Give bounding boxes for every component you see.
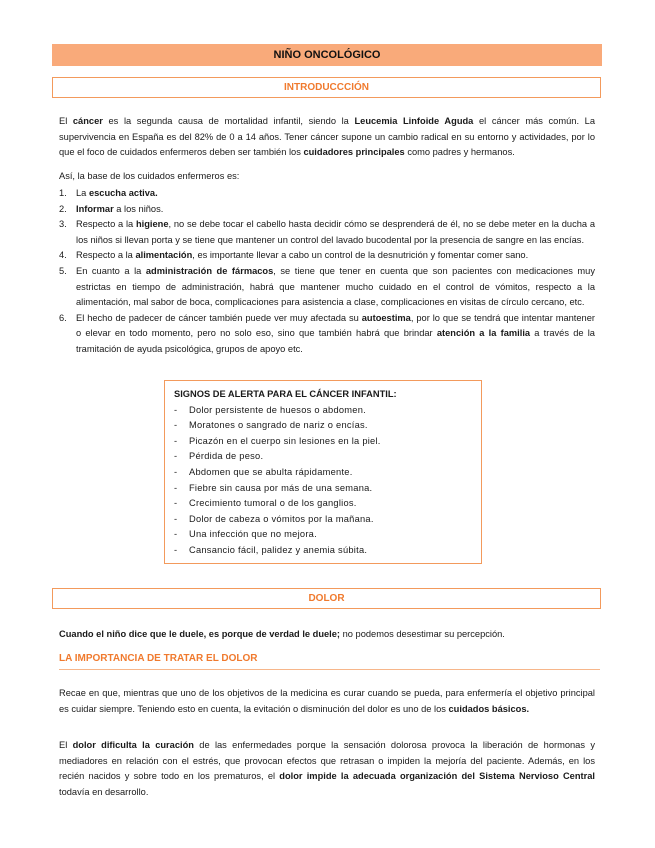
- warning-signs-title: SIGNOS DE ALERTA PARA EL CÁNCER INFANTIL:: [174, 389, 397, 399]
- care-list-item: [59, 264, 595, 311]
- bold-text: Cuando el niño dice que le duele, es porque de verdad le duele;: [59, 629, 341, 639]
- text-run: como padres y hermanos.: [404, 147, 515, 158]
- text-run: , por lo que se tendrá que intentar mantener o elevar en todo momento, pero no solo eso, sino que también habrá que brindar: [76, 312, 595, 339]
- warning-sign-text: Dolor persistente de huesos o abdomen.: [189, 404, 366, 415]
- warning-sign-item: [174, 543, 481, 559]
- section-heading-introduccion: INTRODUCCCIÓN: [52, 77, 601, 98]
- dash-bullet: -: [174, 513, 178, 524]
- list-number: 4.: [59, 250, 67, 261]
- pain-quote: [59, 627, 595, 643]
- warning-sign-text: Dolor de cabeza o vómitos por la mañana.: [189, 513, 374, 524]
- list-number: 3.: [59, 219, 67, 230]
- text-run: de las enfermedades porque la sensación dolorosa provoca la liberación de hormonas y mediadores en relación con el estrés, que provocan efectos que retrasan o impiden la mejoría del paciente. Además, en los recién nacidos y sobre todo en los prematuros, el: [59, 740, 595, 782]
- text-run: En cuanto a la: [76, 265, 146, 276]
- warning-sign-item: [174, 465, 481, 481]
- list-number: 1.: [59, 188, 67, 198]
- text-run: a los niños.: [113, 203, 164, 214]
- list-number: 6.: [59, 312, 67, 323]
- warning-signs-box: [164, 380, 482, 564]
- care-list-item: [59, 186, 595, 202]
- text-run: Recae en que, mientras que uno de los objetivos de la medicina es curar cuando se pueda, para enfermería el objetivo principal es cuidar siempre. Teniendo esto en cuenta, la evitación o disminución del dolor es uno de los: [59, 688, 595, 714]
- text-run: Respecto a la: [76, 250, 136, 261]
- bold-text: atención a la familia: [436, 328, 531, 339]
- warning-sign-text: Picazón en el cuerpo sin lesiones en la piel.: [189, 435, 381, 446]
- text-run: el cáncer más común. La supervivencia en España es del 82% de 0 a 14 años. Tener cáncer supone un cambio radical en su entorno y actividades, por lo que el foco de cuidados enfermeros deben ser también los: [59, 116, 595, 158]
- bold-text: cáncer: [72, 116, 103, 126]
- text-run: es la segunda causa de mortalidad infantil, siendo la: [102, 116, 355, 126]
- care-base-intro: Así, la base de los cuidados enfermeros es:: [59, 171, 240, 181]
- text-run: Respecto a la: [76, 219, 136, 230]
- bold-text: alimentación: [135, 250, 193, 261]
- warning-sign-item: [174, 434, 481, 450]
- warning-sign-text: Pérdida de peso.: [189, 451, 264, 462]
- warning-sign-item: [174, 496, 481, 512]
- warning-sign-text: Moratones o sangrado de nariz o encías.: [189, 420, 368, 431]
- text-run: , se tiene que tener en cuenta que son pacientes con medicaciones muy estrictas en tiempo de administración, habrá que mantener mucho cuidado en el control de vómitos, respecto a la alimentación, mal sabor de boca, complicaciones para asistencia a clase, complicaciones en visitas de círculo cercano, etc.: [76, 265, 596, 308]
- dash-bullet: -: [174, 498, 178, 509]
- pain-paragraph-2: [59, 738, 595, 800]
- text-run: todavía en desarrollo.: [59, 786, 149, 797]
- pain-paragraph-1: [59, 686, 595, 717]
- bold-text: autoestima: [361, 312, 411, 323]
- warning-signs-list: [174, 403, 481, 559]
- dash-bullet: -: [174, 404, 178, 415]
- bold-text: cuidados básicos.: [448, 703, 530, 714]
- care-list-item: [59, 311, 595, 358]
- page-title: NIÑO ONCOLÓGICO: [52, 44, 602, 66]
- bold-text: administración de fármacos: [145, 265, 274, 276]
- list-number: 5.: [59, 265, 67, 276]
- dash-bullet: -: [174, 466, 178, 477]
- dash-bullet: -: [174, 544, 178, 555]
- text-run: a través de la tramitación de ayuda psicológica, grupos de apoyo etc.: [76, 328, 595, 354]
- bold-text: escucha activa.: [88, 188, 158, 198]
- dash-bullet: -: [174, 482, 178, 493]
- care-list-item: [59, 217, 595, 248]
- warning-sign-text: Abdomen que se abulta rápidamente.: [189, 466, 353, 477]
- section-heading-dolor: DOLOR: [52, 588, 601, 609]
- warning-sign-item: [174, 403, 481, 419]
- warning-sign-item: [174, 527, 481, 543]
- bold-text: higiene: [135, 219, 169, 230]
- bold-text: cuidadores principales: [303, 147, 405, 158]
- warning-sign-item: [174, 449, 481, 465]
- warning-sign-text: Una infección que no mejora.: [189, 529, 317, 540]
- dash-bullet: -: [174, 420, 178, 431]
- intro-paragraph: [59, 114, 595, 161]
- bold-text: Leucemia Linfoide Aguda: [354, 116, 474, 126]
- warning-sign-text: Crecimiento tumoral o de los ganglios.: [189, 498, 357, 509]
- text-run: La: [76, 188, 89, 198]
- text-run: El: [59, 740, 73, 750]
- warning-sign-text: Cansancio fácil, palidez y anemia súbita.: [189, 544, 368, 555]
- care-list: [59, 186, 595, 358]
- text-run: El hecho de padecer de cáncer también puede ver muy afectada su: [76, 312, 362, 323]
- text-run: no podemos desestimar su percepción.: [340, 629, 505, 639]
- dash-bullet: -: [174, 529, 178, 540]
- text-run: El: [59, 116, 73, 126]
- dash-bullet: -: [174, 435, 178, 446]
- text-run: , no se debe tocar el cabello hasta decidir cómo se desprenderá de él, no se debe meter en la ducha a los niños si llevan porta y se tiene que mantener un control del lavado bucodental por la presencia de sangre en las encías.: [76, 219, 595, 245]
- care-list-item: [59, 248, 595, 264]
- warning-sign-item: [174, 512, 481, 528]
- bold-text: dolor dificulta la curación: [72, 740, 194, 750]
- dash-bullet: -: [174, 451, 178, 462]
- bold-text: Informar: [76, 203, 114, 214]
- bold-text: dolor impide la adecuada organización del Sistema Nervioso Central: [279, 771, 595, 782]
- list-number: 2.: [59, 203, 67, 214]
- warning-sign-item: [174, 481, 481, 497]
- care-list-item: [59, 202, 595, 218]
- text-run: , es importante llevar a cabo un control de la desnutrición y fomentar comer sano.: [192, 250, 529, 261]
- warning-sign-text: Fiebre sin causa por más de una semana.: [189, 482, 373, 493]
- subheading-importance-pain: LA IMPORTANCIA DE TRATAR EL DOLOR: [59, 651, 600, 670]
- warning-sign-item: [174, 418, 481, 434]
